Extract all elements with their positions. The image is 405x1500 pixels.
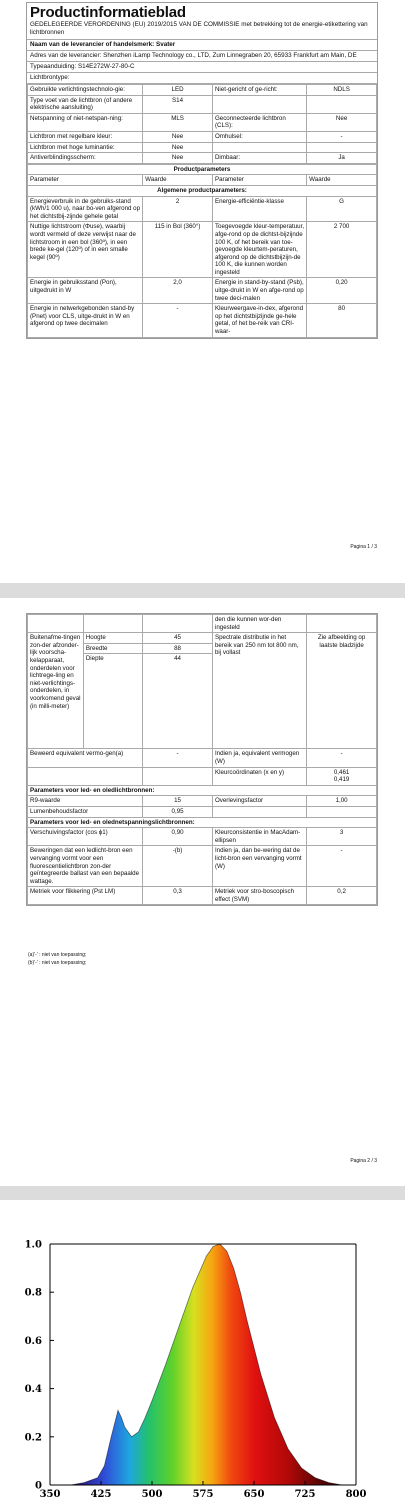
column-header: Parameter [212,175,306,186]
svm-label: Metriek voor stro-boscopisch effect (SVM) [212,887,306,905]
survival-label: Overlevingsfactor [212,796,306,807]
lightsource-cell: Niet-gericht of ge-richt: [212,85,306,96]
lightsource-cell: LED [143,85,213,96]
datasheet-frame [26,2,378,339]
lightsource-cell: Nee [307,113,377,131]
param-row [28,278,377,304]
lightsource-cell: NDLS [307,85,377,96]
y-tick-label: 0.8 [24,1287,42,1299]
lightsource-cell: Nee [143,131,213,142]
flicker-value: 0,3 [143,887,213,905]
supplier-address: Adres van de leverancier: Shenzhen iLamp Technology co., LTD, Zum Linnegraben 20, 65933 Frankfurt am Main, DE [27,51,377,62]
continued-text: den die kunnen wor-den ingesteld [212,615,306,633]
column-header: Waarde [307,175,377,186]
lightsource-cell: S14 [143,95,213,113]
lightsource-cell [212,95,306,113]
chroma-label: Kleurcoördinaten (x en y) [212,767,306,785]
chroma-values [307,767,377,785]
datasheet-frame-2 [26,613,378,906]
lightsource-type-label: Lichtbrontype: [27,73,377,84]
dim-height-label: Hoogte [83,633,142,644]
replacement-power-value: - [307,846,377,887]
claimed-power-value: - [143,749,213,767]
lumen-maintenance-label: Lumenbehoudsfactor [28,806,143,817]
page-number-2: Pagina 2 / 3 [350,1158,377,1164]
param-cell: G [307,196,377,222]
x-tick-label: 500 [141,1489,163,1500]
lightsource-cell: Netspanning of niet-netspan-ning: [28,113,143,131]
power-factor-label: Verschuivingsfactor (cos ϕ1) [28,828,143,846]
page-separator-2 [0,1186,405,1200]
dim-width-label: Breedte [83,643,142,654]
params-continued-table [27,614,377,905]
column-header: Parameter [28,175,143,186]
footnote-b: (b)'-' : niet van toepassing; [28,960,87,966]
lightsource-cell: Dimbaar: [212,153,306,164]
param-cell: 2,0 [143,278,213,304]
lightsource-cell: Lichtbron met hoge luminantie: [28,142,143,153]
lightsource-cell: Nee [143,142,213,153]
dimensions-label: Buitenafme-tingen zon-der afzonder-lijk voorscha-kelapparaat, onderdelen voor lichtrege-ling en niet-verlichtings-onderdelen, in voorkomend geval (in milli-meter) [28,633,84,749]
svm-value: 0,2 [307,887,377,905]
y-tick-label: 0.2 [24,1432,42,1444]
param-cell: 2 700 [307,222,377,278]
param-cell: Nuttige lichtstroom (Φuse), waarbij wordt vermeld of deze verwijst naar de lichtstroom in een bol (360º), in een brede ke-gel (120º) of in een smalle kegel (90º) [28,222,143,278]
spectral-distribution-chart [0,1200,405,1500]
led-params-header: Parameters voor led- en oledlichtbronnen: [28,785,377,796]
param-cell: Energie-efficiëntie-klasse [212,196,306,222]
x-tick-label: 725 [294,1489,316,1500]
lightsource-cell: Ja [307,153,377,164]
supplier-name: Naam van de leverancier of handelsmerk: Svater [27,40,377,51]
lightsource-cell: Type voet van de lichtbron (of andere elektrische aansluiting) [28,95,143,113]
footnotes [0,951,86,967]
dim-depth-value: 44 [143,654,213,749]
mains-params-header: Parameters voor led- en olednetspanningslichtbronnen: [28,817,377,828]
param-cell: 2 [143,196,213,222]
param-cell: - [143,304,213,337]
y-tick-label: 0.4 [24,1384,42,1396]
dim-depth-label: Diepte [83,654,142,749]
spectral-label: Spectrale distributie in het bereik van 250 nm tot 800 nm, bij vollast [212,633,306,749]
replacement-claim-value: -(b) [143,846,213,887]
param-cell: Energie in netwerkgebonden stand-by (Pnet) voor CLS, uitge-drukt in W en afgerond op twee decimalen [28,304,143,337]
lumen-maintenance-value: 0,95 [143,806,213,817]
param-row [28,222,377,278]
param-cell: Energie in gebruiksstand (Pon), uitgedrukt in W [28,278,143,304]
lightsource-row [28,85,377,96]
dim-width-value: 88 [143,643,213,654]
power-factor-value: 0,90 [143,828,213,846]
param-cell: 80 [307,304,377,337]
column-header: Waarde [143,175,213,186]
page-title: Productinformatieblad [30,4,186,21]
param-cell: Energie in stand-by-stand (Psb), uitge-drukt in W en afge-rond op twee deci-malen [212,278,306,304]
equiv-power-label: Indien ja, equivalent vermogen (W) [212,749,306,767]
r9-label: R9-waarde [28,796,143,807]
lightsource-cell: MLS [143,113,213,131]
product-params-table [27,164,377,338]
lightsource-row [28,153,377,164]
lightsource-cell [307,95,377,113]
spectral-value: Zie afbeelding op laatste bladzijde [307,633,377,749]
lightsource-cell: Omhulsel: [212,131,306,142]
page-separator [0,583,405,598]
param-cell: 115 in Bol (360°) [143,222,213,278]
param-cell: 0,20 [307,278,377,304]
regulation-text: GEDELEGEERDE VERORDENING (EU) 2019/2015 VAN DE COMMISSIE met betrekking tot de energie-etikettering van lichtbronnen [27,21,377,40]
dim-height-value: 45 [143,633,213,644]
y-tick-label: 1.0 [24,1239,42,1251]
x-tick-label: 800 [345,1489,367,1500]
param-cell: Kleurweergave-in-dex, afgerond op het dichtstbijzijnde ge-hele getal, of het be-reik van CRI-waar- [212,304,306,337]
lightsource-table [27,84,377,164]
productparams-header: Productparameters [28,164,377,175]
survival-value: 1,00 [307,796,377,807]
r9-value: 15 [143,796,213,807]
y-tick-label: 0 [35,1480,42,1492]
param-cell: Energieverbruik in de gebruiks-stand (kWh/1 000 u), naar bo-ven afgerond op het dichtstbij-zijnde gehele getal [28,196,143,222]
lightsource-row [28,142,377,153]
replacement-power-label: Indien ja, dan be-wering dat de licht-bron een vervanging vormt (W) [212,846,306,887]
param-cell: Toegevoegde kleur-temperatuur, afge-rond op de dichtst-bijzijnde 100 K, of het bereik van toe-gevoegde kleurtem-peraturen, afgerond op de dichtstbijzijn-de 100 K, die kunnen worden ingesteld [212,222,306,278]
x-tick-label: 350 [39,1489,61,1500]
x-tick-label: 425 [90,1489,112,1500]
equiv-power-value: - [307,749,377,767]
param-row [28,304,377,337]
claimed-power-label: Beweerd equivalent vermo-gen(a) [28,749,143,767]
chroma-x: 0,461 [333,768,350,776]
page-number: Pagina 1 / 3 [350,544,377,550]
model-identifier: Typeaanduiding: S14E272W-27-80-C [27,62,377,73]
lightsource-cell [307,142,377,153]
flicker-label: Metriek voor flikkering (Pst LM) [28,887,143,905]
spectrum-area [70,1244,342,1485]
lightsource-cell: Gebruikte verlichtingstechnolo-gie: [28,85,143,96]
lightsource-cell: - [307,131,377,142]
y-tick-label: 0.6 [24,1335,42,1347]
page-3 [0,1200,405,1500]
macadam-label: Kleurconsistentie in MacAdam-ellipsen [212,828,306,846]
replacement-claim-label: Beweringen dat een ledlicht-bron een vervanging vormt voor een fluorescentielichtbron zon-der geïntegreerde ballast van een bepaalde wattage. [28,846,143,887]
lightsource-cell: Geconnecteerde lichtbron (CLS): [212,113,306,131]
chroma-y: 0,419 [333,776,350,784]
page-2 [0,598,405,1186]
lightsource-row [28,95,377,113]
lightsource-row [28,131,377,142]
lightsource-cell: Lichtbron met regelbare kleur: [28,131,143,142]
lightsource-cell [212,142,306,153]
x-tick-label: 650 [243,1489,265,1500]
page-1 [0,0,405,583]
param-row [28,196,377,222]
macadam-value: 3 [307,828,377,846]
x-tick-label: 575 [192,1489,214,1500]
footnote-a: (a)'-' : niet van toepassing; [28,952,87,958]
lightsource-cell: Nee [143,153,213,164]
general-params-header: Algemene productparameters: [28,185,377,196]
lightsource-cell: Antiverblindingsscherm: [28,153,143,164]
lightsource-row [28,113,377,131]
